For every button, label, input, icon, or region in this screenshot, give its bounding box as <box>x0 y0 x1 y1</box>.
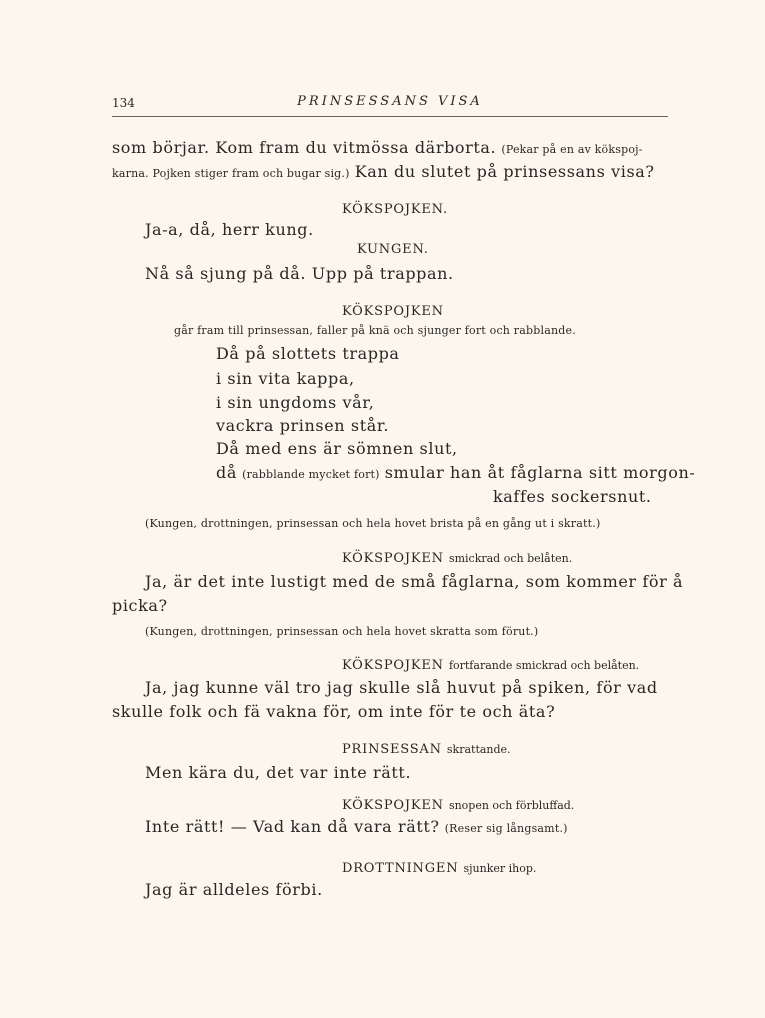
dialogue-line <box>112 138 643 160</box>
dialogue-line <box>145 817 568 839</box>
verse-line <box>216 463 695 485</box>
speaker-name: KUNGEN. <box>357 242 429 257</box>
stage-direction: smickrad och belåten. <box>448 552 573 565</box>
stage-direction: sjunker ihop. <box>463 862 537 875</box>
page-number: 134 <box>112 96 135 110</box>
stage-direction: (Kungen, drottningen, prinsessan och hela hovet skratta som förut.) <box>145 625 539 638</box>
stage-direction: (rabblande mycket fort) <box>242 468 380 481</box>
stage-direction: skrattande. <box>446 743 511 756</box>
stage-direction: (Pekar på en av kökspoj- <box>501 143 643 156</box>
speaker-name: PRINSESSAN <box>342 742 442 757</box>
speaker-name: KÖKSPOJKEN <box>342 304 444 319</box>
speaker-heading <box>342 654 639 676</box>
verse-text: då <box>216 463 237 482</box>
speaker-heading <box>342 738 511 760</box>
king-speech: som börjar. Kom fram du vitmössa därborta. <box>112 138 497 157</box>
dialogue-line: Jag är alldeles förbi. <box>145 880 323 899</box>
stage-direction: (Reser sig långsamt.) <box>444 822 568 835</box>
speaker-name: DROTTNINGEN <box>342 861 459 876</box>
verse-line: kaffes sockersnut. <box>493 487 652 506</box>
speaker-name: KÖKSPOJKEN <box>342 658 444 673</box>
speech-text: Inte rätt! — Vad kan då vara rätt? <box>145 817 440 836</box>
king-speech: Kan du slutet på prinsessans visa? <box>354 162 655 181</box>
stage-direction: snopen och förbluffad. <box>448 799 575 812</box>
speaker-name: KÖKSPOJKEN. <box>342 202 448 217</box>
verse-line: i sin ungdoms vår, <box>216 393 375 412</box>
dialogue-line: skulle folk och fä vakna för, om inte för te och äta? <box>112 702 556 721</box>
dialogue-line: Ja, är det inte lustigt med de små fåglarna, som kommer för å <box>145 572 684 591</box>
dialogue-line: picka? <box>112 596 168 615</box>
stage-direction: går fram till prinsessan, faller på knä och sjunger fort och rabblande. <box>174 324 576 337</box>
dialogue-line: Ja-a, då, herr kung. <box>145 220 314 239</box>
speaker-heading <box>342 547 572 569</box>
speaker-heading <box>342 794 574 816</box>
dialogue-line: Men kära du, det var inte rätt. <box>145 763 412 782</box>
speaker-name: KÖKSPOJKEN <box>342 551 444 566</box>
running-title: PRINSESSANS VISA <box>297 94 483 109</box>
speaker-heading <box>342 857 536 879</box>
speaker-name: KÖKSPOJKEN <box>342 798 444 813</box>
stage-direction: (Kungen, drottningen, prinsessan och hela hovet brista på en gång ut i skratt.) <box>145 517 601 530</box>
stage-direction: karna. Pojken stiger fram och bugar sig.) <box>112 167 350 180</box>
stage-direction: fortfarande smickrad och belåten. <box>448 659 640 672</box>
dialogue-line: Nå så sjung på då. Upp på trappan. <box>145 264 454 283</box>
verse-text: smular han åt fåglarna sitt morgon- <box>384 463 696 482</box>
verse-line: i sin vita kappa, <box>216 369 355 388</box>
dialogue-line <box>112 162 655 184</box>
verse-line: Då med ens är sömnen slut, <box>216 439 458 458</box>
verse-line: vackra prinsen står. <box>216 416 390 435</box>
dialogue-line: Ja, jag kunne väl tro jag skulle slå huvut på spiken, för vad <box>145 678 658 697</box>
verse-line: Då på slottets trappa <box>216 344 400 363</box>
page-header <box>112 94 668 117</box>
